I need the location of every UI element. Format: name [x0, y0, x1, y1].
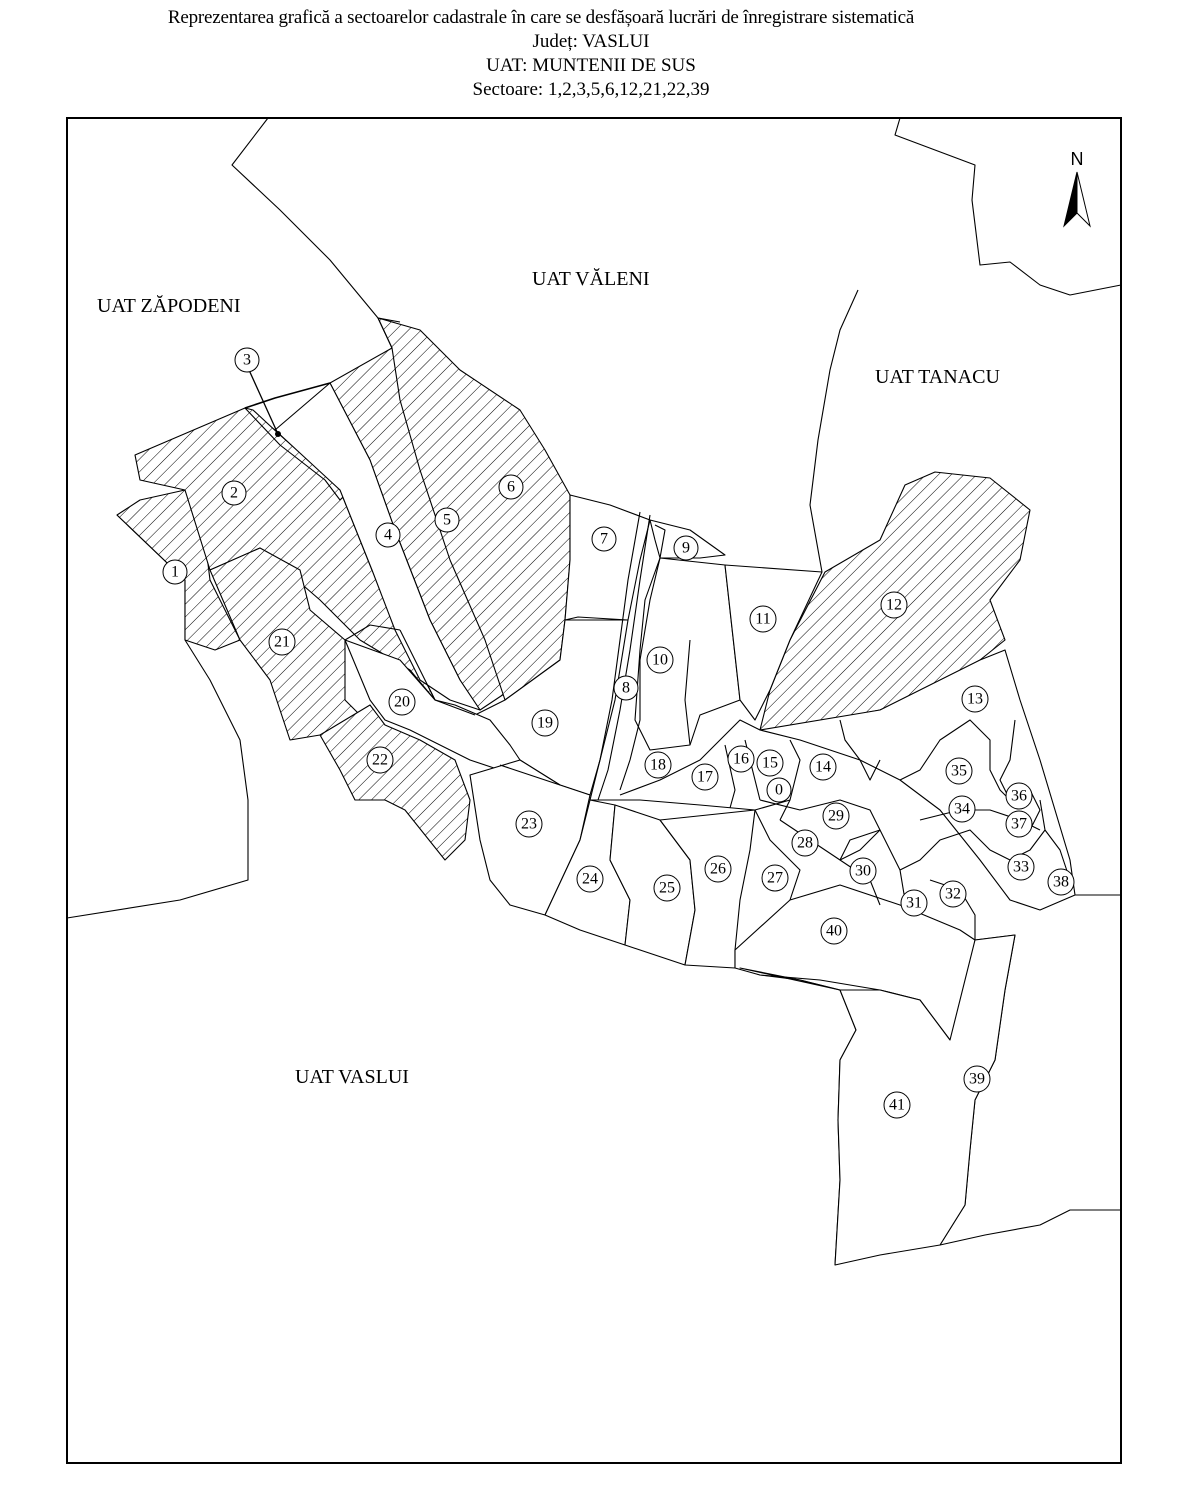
- sector-label-15: [757, 750, 783, 776]
- svg-text:1: 1: [171, 563, 179, 581]
- svg-text:17: 17: [697, 768, 713, 786]
- sectors-line: Sectoare: 1,2,3,5,6,12,21,22,39: [472, 79, 710, 100]
- sector-label-7: [592, 527, 616, 551]
- svg-text:31: 31: [906, 894, 922, 912]
- svg-text:10: 10: [652, 651, 668, 669]
- sector-label-40: [821, 918, 847, 944]
- sector-label-1: [163, 560, 187, 584]
- sector-label-20: [389, 689, 415, 715]
- sector-label-30: [850, 858, 876, 884]
- sector-label-13: [962, 686, 988, 712]
- svg-text:27: 27: [767, 869, 783, 887]
- sector-label-33: [1008, 854, 1034, 880]
- sector-label-25: [654, 875, 680, 901]
- svg-text:20: 20: [394, 693, 410, 711]
- sector-label-29: [823, 803, 849, 829]
- svg-text:25: 25: [659, 879, 675, 897]
- sector-label-41: [884, 1092, 910, 1118]
- sector-label-14: [810, 754, 836, 780]
- sector-label-3: [235, 348, 259, 372]
- svg-text:32: 32: [945, 885, 961, 903]
- sector-label-38: [1048, 869, 1074, 895]
- sector-label-32: [940, 881, 966, 907]
- svg-text:11: 11: [755, 610, 771, 628]
- sector-label-23: [516, 811, 542, 837]
- svg-text:19: 19: [537, 714, 553, 732]
- svg-text:9: 9: [682, 539, 690, 557]
- sector-label-35: [946, 758, 972, 784]
- sector-label-6: [499, 475, 523, 499]
- svg-text:24: 24: [582, 870, 598, 888]
- svg-text:29: 29: [828, 807, 844, 825]
- svg-text:15: 15: [762, 754, 778, 772]
- svg-text:8: 8: [622, 679, 630, 697]
- sector-label-2: [222, 481, 246, 505]
- svg-text:34: 34: [954, 800, 970, 818]
- svg-text:2: 2: [230, 484, 238, 502]
- uat-line: UAT: MUNTENII DE SUS: [486, 55, 696, 76]
- svg-text:37: 37: [1011, 815, 1027, 833]
- svg-text:39: 39: [969, 1070, 985, 1088]
- neighbor-zapodeni: UAT ZĂPODENI: [97, 295, 241, 317]
- svg-text:6: 6: [507, 478, 515, 496]
- sector-label-16: [728, 746, 754, 772]
- county-line: Județ: VASLUI: [532, 31, 650, 52]
- sector-label-27: [762, 865, 788, 891]
- svg-text:14: 14: [815, 758, 831, 776]
- svg-text:28: 28: [797, 834, 813, 852]
- svg-text:4: 4: [384, 526, 392, 544]
- sector-label-4: [376, 523, 400, 547]
- svg-text:23: 23: [521, 815, 537, 833]
- sector-label-28: [792, 830, 818, 856]
- sector-label-11: [750, 606, 776, 632]
- sector-label-9: [674, 536, 698, 560]
- sector-label-39: [964, 1066, 990, 1092]
- svg-text:33: 33: [1013, 858, 1029, 876]
- sector-label-22: [367, 747, 393, 773]
- svg-text:5: 5: [443, 511, 451, 529]
- svg-text:16: 16: [733, 750, 749, 768]
- neighbor-vaslui: UAT VASLUI: [295, 1066, 409, 1088]
- svg-text:30: 30: [855, 862, 871, 880]
- neighbor-valeni: UAT VĂLENI: [532, 268, 650, 290]
- svg-text:40: 40: [826, 922, 842, 940]
- svg-text:18: 18: [650, 756, 666, 774]
- map-title: Reprezentarea grafică a sectoarelor cadastrale în care se desfășoară lucrări de înregistrare sistematică: [167, 7, 915, 28]
- sector-label-24: [577, 866, 603, 892]
- svg-text:7: 7: [600, 530, 608, 548]
- sector-label-12: [881, 592, 907, 618]
- svg-text:0: 0: [775, 781, 783, 799]
- sector-label-18: [645, 752, 671, 778]
- sector-label-37: [1006, 811, 1032, 837]
- svg-text:26: 26: [710, 860, 726, 878]
- sector-label-34: [949, 796, 975, 822]
- svg-text:41: 41: [889, 1096, 905, 1114]
- sector-label-17: [692, 764, 718, 790]
- svg-text:35: 35: [951, 762, 967, 780]
- svg-text:13: 13: [967, 690, 983, 708]
- svg-text:38: 38: [1053, 873, 1069, 891]
- sector-label-5: [435, 508, 459, 532]
- sector-label-8: [614, 676, 638, 700]
- sector-label-26: [705, 856, 731, 882]
- north-arrow: [1064, 149, 1090, 226]
- svg-text:3: 3: [243, 351, 251, 369]
- sector-label-10: [647, 647, 673, 673]
- sector-label-21: [269, 629, 295, 655]
- svg-text:36: 36: [1011, 787, 1027, 805]
- sector-label-36: [1006, 783, 1032, 809]
- svg-text:12: 12: [886, 596, 902, 614]
- sector-label-19: [532, 710, 558, 736]
- sector-label-0: [767, 778, 791, 802]
- svg-text:21: 21: [274, 633, 290, 651]
- svg-text:22: 22: [372, 751, 388, 769]
- neighbor-tanacu: UAT TANACU: [875, 366, 1000, 388]
- north-label: N: [1070, 149, 1084, 169]
- sector-label-31: [901, 890, 927, 916]
